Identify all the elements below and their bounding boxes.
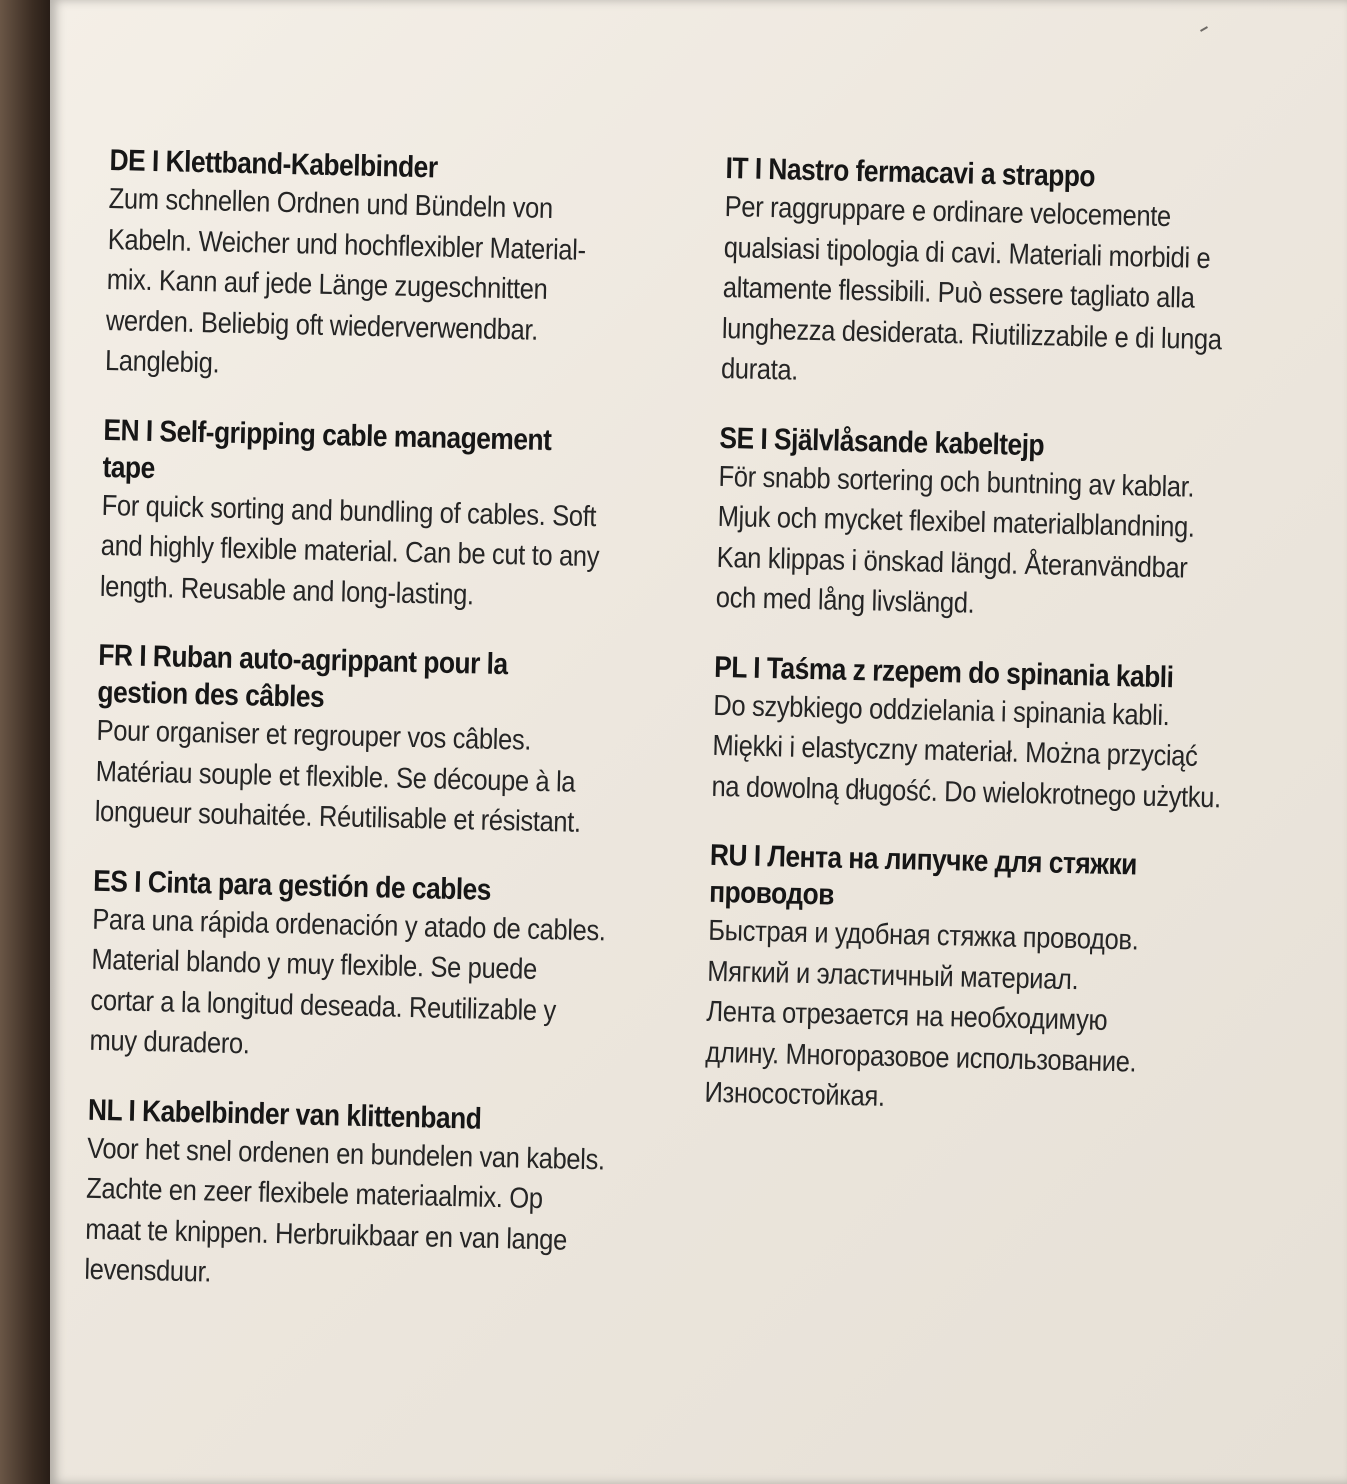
section-heading: RU I Лента на липучке для стяжки проводов [708,838,1138,912]
section-heading: FR I Ruban auto-agrippant pour la gestion des câbles [97,638,508,714]
section-body: Zum schnellen Ordnen und Bündeln von Kabeln. Weicher und hochflexibler Material- mix. Kann auf jede Länge zugeschnitten werden. Beliebig oft wiederverwendbar. Langlebig. [104,182,587,380]
section-heading: SE I Självlåsande kabeltejp [719,421,1045,462]
section-body: For quick sorting and bundling of cables. Soft and highly flexible material. Can be cut to any length. Reusable and long-lasting. [99,489,600,611]
section-se [715,419,1329,632]
section-en [99,411,703,620]
section-body: För snabb sortering och buntning av kablar. Mjuk och mycket flexibel materialblandning. Kan klippas i önskad längd. Återanvändbar och med lång livslängd. [715,460,1195,620]
section-body: Voor het snel ordenen en bundelen van kabels. Zachte en zeer flexibele materiaalmix. Op maat te knippen. Herbruikbaar en van lange levensduur. [84,1132,606,1289]
section-es [89,862,693,1075]
right-column [703,150,1335,1157]
section-de [105,142,710,395]
leaflet-page [50,0,1347,1484]
left-column [83,142,710,1334]
section-ru [704,837,1320,1127]
section-heading: DE I Klettband-Kabelbinder [109,143,438,185]
section-pl [711,648,1324,820]
section-heading: NL I Kabelbinder van klittenband [87,1093,482,1136]
section-body: Do szybkiego oddzielania i spinania kabli. Miękki i elastyczny materiał. Można przyciąć na dowolną długość. Do wielokrotnego użytku. [711,689,1222,814]
section-fr [94,637,698,846]
section-heading: PL I Taśma z rzepem do spinania kabli [713,650,1174,694]
paper-mark [1200,26,1208,32]
section-body: Pour organiser et regrouper vos câbles. Matériau souple et flexible. Se découpe à la longueur souhaitée. Réutilisable et résistant. [94,714,582,839]
section-heading: ES I Cinta para gestión de cables [92,864,492,907]
section-it [721,150,1336,403]
section-body: Per raggruppare e ordinare velocemente qualsiasi tipologia di cavi. Materiali morbidi e altamente flessibili. Può essere tagliato alla lunghezza desiderata. Riutilizzabile e di lunga durata. [720,190,1223,387]
section-heading: IT I Nastro fermacavi a strappo [725,151,1096,194]
section-body: Быстрая и удобная стяжка проводов. Мягкий и эластичный материал. Лента отрезается на необходимую длину. Многоразовое использование. Износостойкая. [704,914,1139,1113]
section-body: Para una rápida ordenación y atado de cables. Material blando y muy flexible. Se puede cortar a la longitud deseada. Reutilizable y muy duradero. [89,903,606,1061]
section-nl [84,1091,688,1304]
section-heading: EN I Self-gripping cable management tape [102,413,552,485]
